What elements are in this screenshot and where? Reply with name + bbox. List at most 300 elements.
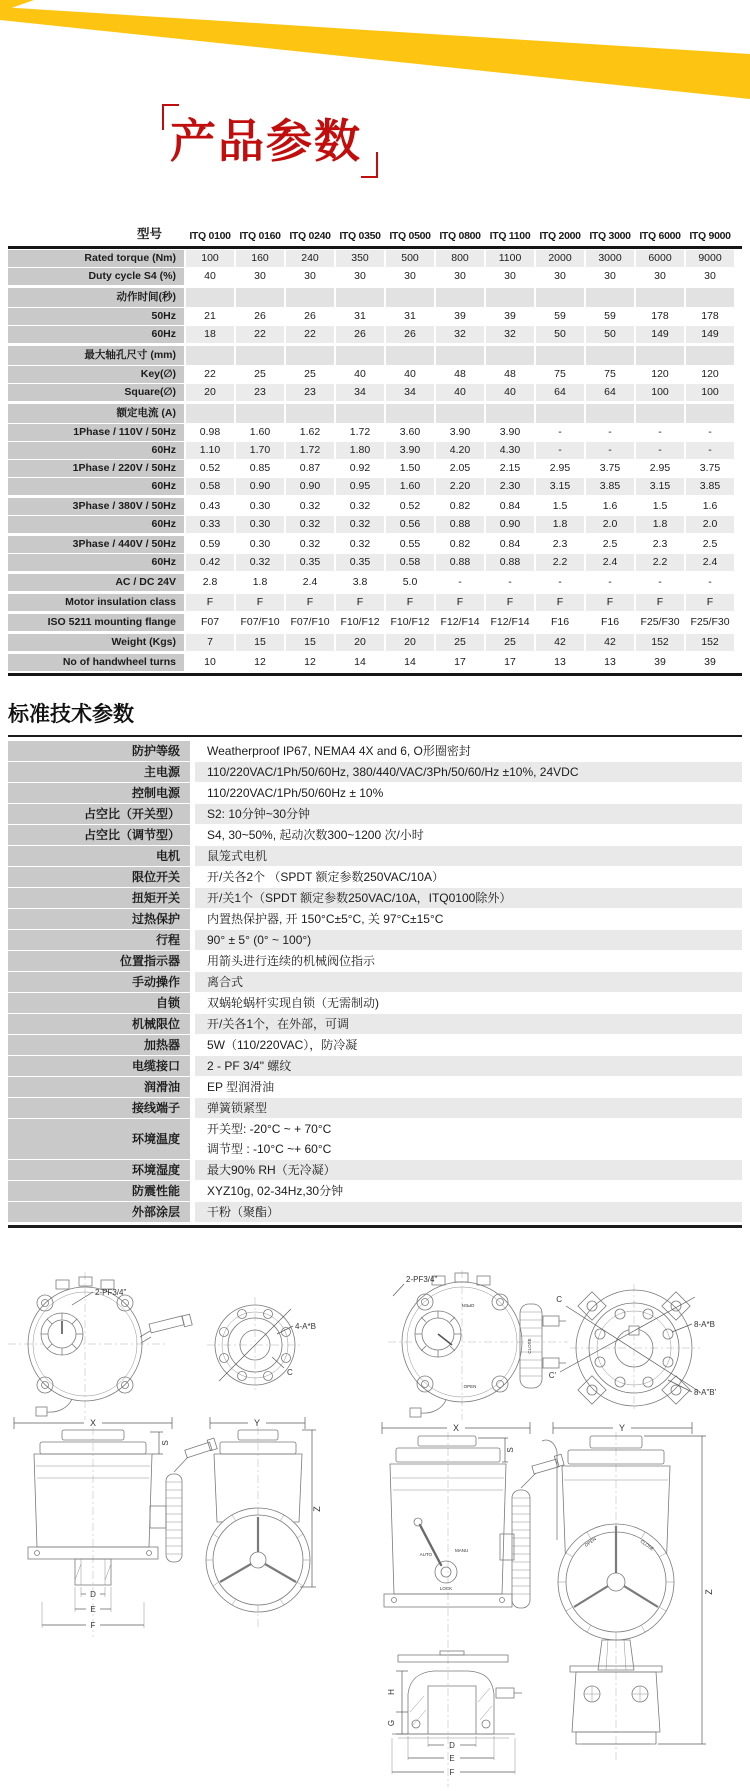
spec-row-label: 3Phase / 440V / 50Hz [8, 536, 184, 553]
spec-table-body [8, 250, 742, 671]
tech-row-label: 机械限位 [8, 1014, 190, 1034]
spec-cell: - [608, 575, 612, 588]
spec-section-row [8, 404, 742, 423]
spec-cell: 50 [586, 326, 634, 343]
spec-cell: 1.70 [236, 442, 284, 459]
spec-cell: 30 [454, 269, 466, 282]
spec-cell [286, 404, 334, 423]
spec-cell: 48 [454, 367, 466, 380]
spec-cell: F [286, 594, 334, 611]
spec-row-label: 最大轴孔尺寸 (mm) [8, 346, 184, 365]
spec-cell: 13 [554, 655, 566, 668]
spec-cell: 120 [701, 367, 719, 380]
tech-value-line: 90° ± 5° (0° ~ 100°) [207, 932, 312, 947]
tech-row [8, 1035, 742, 1055]
spec-row [8, 498, 742, 515]
spec-cell: F [486, 594, 534, 611]
spec-cell: 30 [404, 269, 416, 282]
spec-cell: 17 [454, 655, 466, 668]
spec-cell: - [686, 442, 734, 459]
drawing-front-y-left [206, 1417, 322, 1627]
spec-cell: 40 [204, 269, 216, 282]
spec-cell: 31 [354, 309, 366, 322]
tech-row [8, 825, 742, 845]
spec-cell: F [386, 594, 434, 611]
tech-row-value [195, 846, 742, 866]
spec-row-label: Duty cycle S4 (%) [8, 268, 184, 285]
spec-cell: 0.33 [186, 516, 234, 533]
spec-cell: 2.5 [702, 537, 718, 550]
tech-row [8, 1098, 742, 1118]
spec-cell: F12/F14 [490, 615, 530, 628]
close-label-gear: CLOSE [527, 1338, 532, 1354]
spec-row [8, 442, 742, 459]
spec-cell: - [708, 575, 712, 588]
tech-value-line: 弹簧锁紧型 [207, 1100, 268, 1115]
spec-cell: 0.32 [349, 537, 371, 550]
tech-row [8, 867, 742, 887]
spec-cell: 3000 [586, 250, 634, 267]
spec-cell: 0.30 [249, 499, 271, 512]
dim-x-left: X [89, 1417, 97, 1428]
spec-cell: 0.35 [286, 554, 334, 571]
tech-params-header [8, 698, 742, 737]
spec-cell: 0.92 [349, 461, 371, 474]
spec-cell: 18 [186, 326, 234, 343]
flange8-c2-label: C' [548, 1370, 556, 1380]
spec-cell [436, 288, 484, 307]
spec-cell: 178 [701, 309, 719, 322]
spec-cell: 25 [436, 634, 484, 651]
spec-cell: 0.82 [449, 537, 471, 550]
spec-cell: 1.6 [602, 499, 618, 512]
tech-row-value [195, 1035, 742, 1055]
dim-e-right: E [449, 1753, 455, 1763]
spec-cell [386, 346, 434, 365]
spec-cell: 3.90 [449, 425, 471, 438]
handwheel-side-left [166, 1474, 182, 1562]
spec-cell: 0.42 [186, 554, 234, 571]
spec-cell: 0.59 [199, 537, 221, 550]
spec-cell [686, 346, 734, 365]
spec-cell: 26 [336, 326, 384, 343]
spec-cell: 3.85 [686, 478, 734, 495]
spec-cell [236, 288, 284, 307]
spec-cell: 1100 [486, 250, 534, 267]
spec-cell: 40 [404, 367, 416, 380]
spec-cell: F10/F12 [390, 615, 430, 628]
tech-row-value [195, 909, 742, 929]
tech-value-line: 110/220VAC/1Ph/50/60Hz, 380/440/VAC/3Ph/50/60/Hz ±10%, 24VDC [207, 764, 579, 779]
spec-cell: 0.90 [236, 478, 284, 495]
tech-params-title: 标准技术参数 [8, 702, 134, 726]
flange4-bolt-label: 4-A*B [295, 1321, 316, 1331]
spec-cell: - [508, 575, 512, 588]
spec-cell: 500 [386, 250, 434, 267]
drawing-flange-4bolt [207, 1297, 316, 1393]
tech-row-value [195, 1014, 742, 1034]
spec-cell: - [636, 442, 684, 459]
spec-cell: 1.60 [386, 478, 434, 495]
model-header: ITQ 3000 [589, 229, 631, 242]
spec-cell [536, 404, 584, 423]
tech-row [8, 1056, 742, 1076]
spec-cell [386, 288, 434, 307]
spec-cell: 0.90 [286, 478, 334, 495]
spec-cell: 1.62 [299, 425, 321, 438]
spec-cell [186, 288, 234, 307]
spec-cell: 2.8 [202, 575, 218, 588]
ribbon-band [0, 7, 750, 99]
conduit-label-right: 2-PF3/4" [406, 1274, 438, 1284]
spec-cell: 1.80 [336, 442, 384, 459]
spec-cell [636, 346, 684, 365]
spec-row-label: 60Hz [8, 516, 184, 533]
spec-cell: 34 [386, 384, 434, 401]
spec-cell: 39 [504, 309, 516, 322]
spec-cell [486, 346, 534, 365]
tech-row-value [195, 825, 742, 845]
spec-cell: - [558, 425, 562, 438]
spec-cell [636, 404, 684, 423]
spec-row-label: 60Hz [8, 554, 184, 571]
spec-cell: 26 [304, 309, 316, 322]
dim-y-left: Y [253, 1417, 261, 1428]
spec-cell: F [436, 594, 484, 611]
spec-row [8, 478, 742, 495]
spec-cell: 30 [704, 269, 716, 282]
spec-cell: 0.58 [386, 554, 434, 571]
spec-cell: 3.75 [599, 461, 621, 474]
dim-d-right: D [449, 1740, 455, 1750]
dim-z-right: Z [704, 1589, 714, 1595]
tech-row-label: 防震性能 [8, 1181, 190, 1201]
spec-cell: 30 [554, 269, 566, 282]
dim-f-right: F [449, 1767, 455, 1777]
tech-value-line: 开/关1个（SPDT 额定参数250VAC/10A，ITQ0100除外） [207, 890, 512, 905]
tech-value-line: 调节型 : -10°C ~+ 60°C [207, 1141, 332, 1156]
spec-cell: 14 [354, 655, 366, 668]
tech-row-value [195, 1077, 742, 1097]
tech-row-label: 接线端子 [8, 1098, 190, 1118]
spec-row [8, 536, 742, 553]
title-bracket-bottom-right [361, 152, 378, 178]
spec-cell [686, 404, 734, 423]
spec-cell: 40 [354, 367, 366, 380]
spec-row [8, 326, 742, 343]
spec-cell: 9000 [686, 250, 734, 267]
spec-cell: 3.15 [636, 478, 684, 495]
spec-row [8, 460, 742, 477]
tech-row-label: 占空比（调节型） [8, 825, 190, 845]
tech-row [8, 1160, 742, 1180]
tech-row [8, 846, 742, 866]
spec-row-label: Key(∅) [8, 366, 184, 383]
tech-value-line: 开/关各1个，在外部，可调 [207, 1016, 350, 1031]
spec-cell: 25 [254, 367, 266, 380]
page-title: 产品参数 [170, 115, 362, 167]
spec-cell [586, 288, 634, 307]
tech-row-value [195, 1160, 742, 1180]
tech-value-line: 最大90% RH（无冷凝） [207, 1162, 336, 1177]
spec-cell: F10/F12 [340, 615, 380, 628]
tech-row-value [195, 1202, 742, 1222]
spec-cell [286, 346, 334, 365]
spec-row-label: 60Hz [8, 326, 184, 343]
tech-row [8, 951, 742, 971]
spec-cell: F [636, 594, 684, 611]
spec-cell: 20 [186, 384, 234, 401]
flange8-outer-bolt-label: 8-A*B [694, 1319, 715, 1329]
spec-cell: 59 [554, 309, 566, 322]
title-bracket-top-left [162, 104, 179, 130]
spec-cell: F [186, 594, 234, 611]
spec-cell: - [658, 575, 662, 588]
conduit-label-left: 2-PF3/4" [95, 1287, 127, 1297]
spec-cell: 0.30 [249, 537, 271, 550]
spec-cell: 1.72 [349, 425, 371, 438]
tech-row-value [195, 867, 742, 887]
tech-row-value [195, 993, 742, 1013]
spec-cell: 2.30 [486, 478, 534, 495]
tech-row-value [195, 930, 742, 950]
tech-value-line: 双蜗轮蜗杆实现自锁（无需制动) [207, 995, 379, 1010]
dim-g: G [387, 1719, 396, 1726]
spec-cell: F [536, 594, 584, 611]
spec-row [8, 268, 742, 285]
spec-cell: 0.52 [199, 461, 221, 474]
tech-value-line: 开关型: -20°C ~ + 70°C [207, 1121, 332, 1136]
spec-cell [636, 288, 684, 307]
spec-table-bottom-rule [8, 673, 742, 676]
spec-cell [186, 404, 234, 423]
spec-row-label: 1Phase / 110V / 50Hz [8, 424, 184, 441]
tech-row-label: 防护等级 [8, 741, 190, 761]
tech-row [8, 762, 742, 782]
spec-cell: 0.85 [249, 461, 271, 474]
drawing-front-x-right [382, 1422, 564, 1787]
spec-cell [336, 288, 384, 307]
spec-cell: 149 [636, 326, 684, 343]
spec-cell [686, 288, 734, 307]
spec-row [8, 594, 742, 611]
drawing-front-y-right [542, 1422, 714, 1762]
spec-cell: 14 [404, 655, 416, 668]
spec-cell: 30 [654, 269, 666, 282]
spec-cell: 34 [336, 384, 384, 401]
tech-row-label: 电机 [8, 846, 190, 866]
spec-cell: 23 [236, 384, 284, 401]
tech-params-table [8, 741, 742, 1222]
tech-row-label: 环境湿度 [8, 1160, 190, 1180]
spec-row-label: ISO 5211 mounting flange [8, 614, 184, 631]
spec-cell: 40 [436, 384, 484, 401]
tech-row-label: 加热器 [8, 1035, 190, 1055]
spec-cell: 0.32 [236, 554, 284, 571]
spec-cell: 0.84 [499, 499, 521, 512]
spec-cell: 2.0 [586, 516, 634, 533]
spec-cell: 3.85 [586, 478, 634, 495]
tech-row-label: 电缆接口 [8, 1056, 190, 1076]
tech-row [8, 804, 742, 824]
spec-cell: 26 [254, 309, 266, 322]
spec-cell: 3.90 [499, 425, 521, 438]
model-header: ITQ 0500 [389, 229, 431, 242]
spec-cell: F [336, 594, 384, 611]
drawing-base-detail [387, 1651, 522, 1777]
spec-cell: 160 [236, 250, 284, 267]
spec-cell: 23 [286, 384, 334, 401]
open-label-wheel: OPEN [583, 1536, 598, 1548]
spec-cell: - [658, 425, 662, 438]
spec-cell: 10 [204, 655, 216, 668]
spec-cell: 100 [686, 384, 734, 401]
spec-cell: 59 [604, 309, 616, 322]
tech-row-label: 行程 [8, 930, 190, 950]
spec-cell: 120 [651, 367, 669, 380]
spec-cell [236, 346, 284, 365]
spec-cell: 2.4 [302, 575, 318, 588]
tech-value-line: EP 型润滑油 [207, 1079, 275, 1094]
spec-cell: 3.15 [536, 478, 584, 495]
spec-cell: 1.50 [399, 461, 421, 474]
spec-row-label: 50Hz [8, 308, 184, 325]
spec-cell: 2.3 [652, 537, 668, 550]
spec-cell: 22 [204, 367, 216, 380]
spec-cell: - [458, 575, 462, 588]
spec-cell: 0.56 [386, 516, 434, 533]
spec-cell: 2.95 [549, 461, 571, 474]
spec-cell: 48 [504, 367, 516, 380]
spec-cell: F16 [550, 615, 570, 628]
spec-cell: 40 [486, 384, 534, 401]
tech-value-line: S4, 30~50%, 起动次数300~1200 次/小时 [207, 827, 424, 842]
spec-cell: 0.88 [436, 516, 484, 533]
tech-row-label: 扭矩开关 [8, 888, 190, 908]
spec-row [8, 384, 742, 401]
spec-cell [236, 404, 284, 423]
model-header: ITQ 9000 [689, 229, 731, 242]
spec-cell: 50 [536, 326, 584, 343]
tech-row-label: 位置指示器 [8, 951, 190, 971]
model-header: ITQ 2000 [539, 229, 581, 242]
spec-cell: 2000 [536, 250, 584, 267]
spec-row [8, 554, 742, 571]
dim-d-left: D [90, 1589, 96, 1599]
spec-cell: - [586, 442, 634, 459]
spec-cell: F [586, 594, 634, 611]
tech-value-line: 5W（110/220VAC），防冷凝 [207, 1037, 358, 1052]
close-label-wheel: CLOSE [639, 1538, 655, 1552]
spec-cell [386, 404, 434, 423]
tech-row-value [195, 888, 742, 908]
spec-cell: F07/F10 [240, 615, 280, 628]
spec-cell: 30 [304, 269, 316, 282]
tech-row-label: 外部涂层 [8, 1202, 190, 1222]
tech-row-value [195, 1056, 742, 1076]
spec-cell [486, 288, 534, 307]
spec-section-row [8, 346, 742, 365]
open-label-bottom: OPEN [463, 1383, 477, 1389]
spec-cell: 100 [186, 250, 234, 267]
spec-cell: 0.84 [499, 537, 521, 550]
tech-row [8, 888, 742, 908]
spec-cell [336, 404, 384, 423]
spec-cell: 6000 [636, 250, 684, 267]
tech-row [8, 930, 742, 950]
spec-cell: 3.90 [386, 442, 434, 459]
spec-cell: 30 [604, 269, 616, 282]
spec-cell [486, 404, 534, 423]
spec-cell: 21 [204, 309, 216, 322]
spec-row-label: AC / DC 24V [8, 574, 184, 591]
spec-cell: 32 [486, 326, 534, 343]
spec-cell: 0.88 [486, 554, 534, 571]
tech-row [8, 993, 742, 1013]
spec-cell: 0.52 [399, 499, 421, 512]
model-header: ITQ 0100 [189, 229, 231, 242]
spec-cell: 20 [336, 634, 384, 651]
spec-cell: 0.88 [436, 554, 484, 571]
page-title-block [170, 112, 362, 172]
tech-row [8, 1181, 742, 1201]
spec-cell: F [686, 594, 734, 611]
spec-cell: 3.60 [399, 425, 421, 438]
spec-row-label: Rated torque (Nm) [8, 250, 184, 267]
spec-cell: 152 [686, 634, 734, 651]
tech-value-line: Weatherproof IP67, NEMA4 4X and 6, O形圈密封 [207, 743, 471, 758]
spec-row-label: Square(∅) [8, 384, 184, 401]
spec-cell: - [558, 575, 562, 588]
spec-cell: 0.82 [449, 499, 471, 512]
spec-row-label: Motor insulation class [8, 594, 184, 611]
spec-cell [186, 346, 234, 365]
drawing-topview-right [388, 1270, 568, 1420]
spec-cell [286, 288, 334, 307]
spec-cell: 12 [254, 655, 266, 668]
spec-row-label: 60Hz [8, 442, 184, 459]
spec-cell: 13 [604, 655, 616, 668]
spec-cell: - [536, 442, 584, 459]
spec-row-label: 额定电流 (A) [8, 404, 184, 423]
tech-value-line: 离合式 [207, 974, 244, 989]
spec-cell: 0.58 [186, 478, 234, 495]
technical-drawings [0, 1242, 750, 1791]
spec-cell: F12/F14 [440, 615, 480, 628]
spec-cell: 1.8 [252, 575, 268, 588]
spec-cell: 2.2 [636, 554, 684, 571]
spec-cell: 240 [286, 250, 334, 267]
spec-cell: 2.15 [499, 461, 521, 474]
tech-value-line: 110/220VAC/1Ph/50/60Hz ± 10% [207, 785, 384, 800]
spec-cell: 2.05 [449, 461, 471, 474]
model-header: ITQ 6000 [639, 229, 681, 242]
crank-handle [149, 1316, 184, 1333]
spec-cell: 1.72 [286, 442, 334, 459]
clutch-knob [435, 1561, 457, 1583]
spec-row [8, 634, 742, 651]
spec-cell: 0.32 [299, 499, 321, 512]
spec-cell: F25/F30 [690, 615, 730, 628]
tech-value-line: 2 - PF 3/4" 螺纹 [207, 1058, 292, 1073]
model-header: ITQ 1100 [489, 229, 531, 242]
spec-cell: 1.5 [652, 499, 668, 512]
tech-row [8, 909, 742, 929]
spec-cell [336, 346, 384, 365]
tech-value-line: 鼠笼式电机 [207, 848, 268, 863]
spec-cell: 0.90 [486, 516, 534, 533]
tech-row-value [195, 783, 742, 803]
